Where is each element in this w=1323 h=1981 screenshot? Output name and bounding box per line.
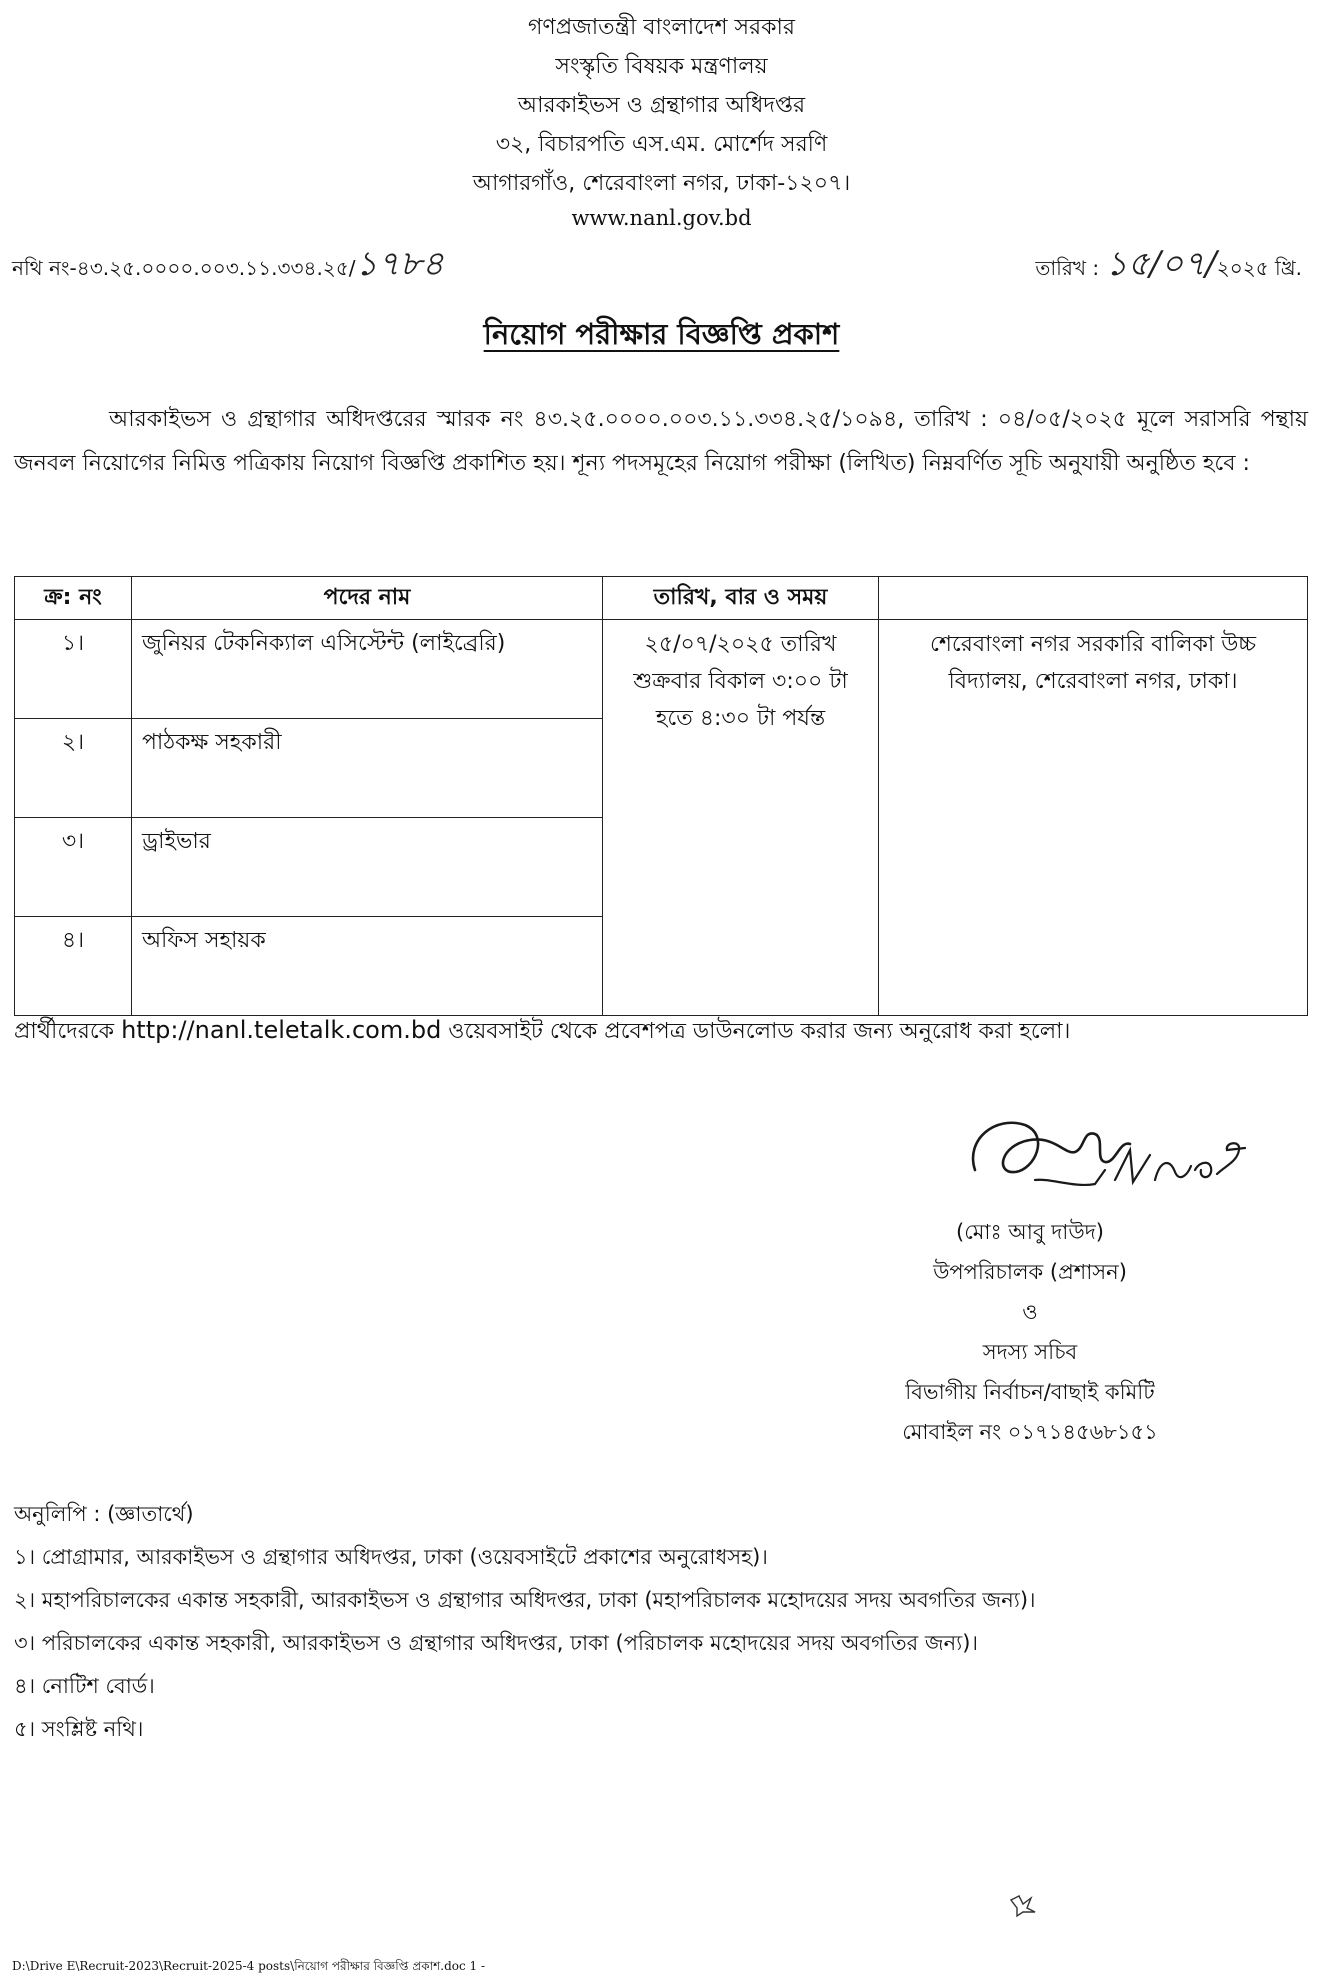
col-schedule-header: তারিখ, বার ও সময় bbox=[603, 577, 879, 620]
table-header-row bbox=[15, 577, 1308, 620]
issue-date bbox=[1035, 238, 1302, 295]
row-post: ড্রাইভার bbox=[132, 818, 603, 917]
col-serial-header: ক্র: নং bbox=[15, 577, 132, 620]
row-serial: ২। bbox=[15, 719, 132, 818]
exam-schedule: ২৫/০৭/২০২৫ তারিখ শুক্রবার বিকাল ৩:০০ টা হতে ৪:৩০ টা পর্যন্ত bbox=[603, 620, 879, 1016]
exam-venue: শেরেবাংলা নগর সরকারি বালিকা উচ্চ বিদ্যালয়, শেরেবাংলা নগর, ঢাকা। bbox=[879, 620, 1308, 1016]
signatory-name: (মোঃ আবু দাউদ) bbox=[956, 1220, 1104, 1244]
row-post: পাঠকক্ষ সহকারী bbox=[132, 719, 603, 818]
signatory-designation: উপপরিচালক (প্রশাসন) bbox=[933, 1260, 1127, 1284]
letterhead-department: আরকাইভস ও গ্রন্থাগার অধিদপ্তর bbox=[517, 93, 806, 118]
row-post: অফিস সহায়ক bbox=[132, 917, 603, 1016]
signatory-role: সদস্য সচিব bbox=[982, 1340, 1078, 1364]
table-row bbox=[15, 620, 1308, 719]
letterhead-ministry: সংস্কৃতি বিষয়ক মন্ত্রণালয় bbox=[555, 54, 768, 79]
col-post-header: পদের নাম bbox=[132, 577, 603, 620]
list-item: ৫। সংশ্লিষ্ট নথি। bbox=[14, 1717, 144, 1741]
row-serial: ৩। bbox=[15, 818, 132, 917]
letterhead-government: গণপ্রজাতন্ত্রী বাংলাদেশ সরকার bbox=[527, 15, 796, 40]
admit-card-note bbox=[14, 1008, 1308, 1054]
reference-row bbox=[12, 232, 1312, 282]
row-serial: ৪। bbox=[15, 917, 132, 1016]
copies-heading: অনুলিপি : (জ্ঞাতার্থে) bbox=[14, 1502, 194, 1526]
memo-handwritten: ১৭৮৪ bbox=[355, 244, 444, 284]
notice-title: নিয়োগ পরীক্ষার বিজ্ঞপ্তি প্রকাশ bbox=[483, 317, 840, 351]
signatory-committee: বিভাগীয় নির্বাচন/বাছাই কমিটি bbox=[905, 1380, 1155, 1404]
letterhead-address: ৩২, বিচারপতি এস.এম. মোর্শেদ সরণি bbox=[495, 132, 828, 157]
letterhead-city: আগারগাঁও, শেরেবাংলা নগর, ঢাকা-১২০৭। bbox=[472, 171, 851, 196]
list-item: ১। প্রোগ্রামার, আরকাইভস ও গ্রন্থাগার অধিদপ্তর, ঢাকা (ওয়েবসাইটে প্রকাশের অনুরোধসহ)। bbox=[14, 1545, 768, 1569]
file-path-footer: D:\Drive E\Recruit-2023\Recruit-2025-4 posts\নিয়োগ পরীক্ষার বিজ্ঞপ্তি প্রকাশ.doc 1 - bbox=[12, 1959, 486, 1973]
list-item: ২। মহাপরিচালকের একান্ত সহকারী, আরকাইভস ও গ্রন্থাগার অধিদপ্তর, ঢাকা (মহাপরিচালক মহোদয়ের সদয় অবগতির জন্য)। bbox=[14, 1588, 1036, 1612]
date-suffix: ২০২৫ খ্রি. bbox=[1216, 256, 1302, 280]
letterhead bbox=[0, 8, 1323, 233]
signature-image bbox=[955, 1100, 1275, 1210]
list-item: ৩। পরিচালকের একান্ত সহকারী, আরকাইভস ও গ্রন্থাগার অধিদপ্তর, ঢাকা (পরিচালক মহোদয়ের সদয় অবগতির জন্য)। bbox=[14, 1631, 978, 1655]
signature-block bbox=[820, 1212, 1240, 1452]
note-after: ওয়েবসাইট থেকে প্রবেশপত্র ডাউনলোড করার জন্য অনুরোধ করা হলো। bbox=[441, 1019, 1071, 1044]
exam-schedule-table bbox=[14, 576, 1308, 1016]
note-before: প্রার্থীদেরকে bbox=[14, 1019, 122, 1044]
teletalk-link[interactable]: http://nanl.teletalk.com.bd bbox=[121, 1016, 442, 1044]
body-paragraph: আরকাইভস ও গ্রন্থাগার অধিদপ্তরের স্মারক নং ৪৩.২৫.০০০০.০০৩.১১.৩৩৪.২৫/১০৯৪, তারিখ : ০৪/০৫/২০২৫ মূলে সরাসরি পন্থায় জনবল নিয়োগের নিমিত্ত পত্রিকায় নিয়োগ বিজ্ঞপ্তি প্রকাশিত হয়। শূন্য পদসমূহের নিয়োগ পরীক্ষা (লিখিত) নিম্নবর্ণিত সূচি অনুযায়ী অনুষ্ঠিত হবে : bbox=[14, 407, 1308, 476]
date-handwritten: ১৫/০৭/ bbox=[1105, 244, 1217, 284]
stamp-mark-icon bbox=[1005, 1890, 1041, 1920]
list-item: ৪। নোটিশ বোর্ড। bbox=[14, 1674, 155, 1698]
signatory-mobile: মোবাইল নং ০১৭১৪৫৬৮১৫১ bbox=[902, 1420, 1158, 1444]
signatory-conjunction: ও bbox=[1022, 1300, 1038, 1324]
date-prefix: তারিখ : bbox=[1035, 256, 1106, 280]
memo-number bbox=[12, 238, 444, 295]
row-serial: ১। bbox=[15, 620, 132, 719]
col-venue-header bbox=[879, 577, 1308, 620]
memo-prefix: নথি নং-৪৩.২৫.০০০০.০০৩.১১.৩৩৪.২৫/ bbox=[12, 256, 356, 280]
copies-section bbox=[14, 1493, 1314, 1751]
row-post: জুনিয়র টেকনিক্যাল এসিস্টেন্ট (লাইব্রেরি) bbox=[132, 620, 603, 719]
notice-title-wrap bbox=[0, 312, 1323, 361]
letterhead-website: www.nanl.gov.bd bbox=[571, 206, 752, 230]
